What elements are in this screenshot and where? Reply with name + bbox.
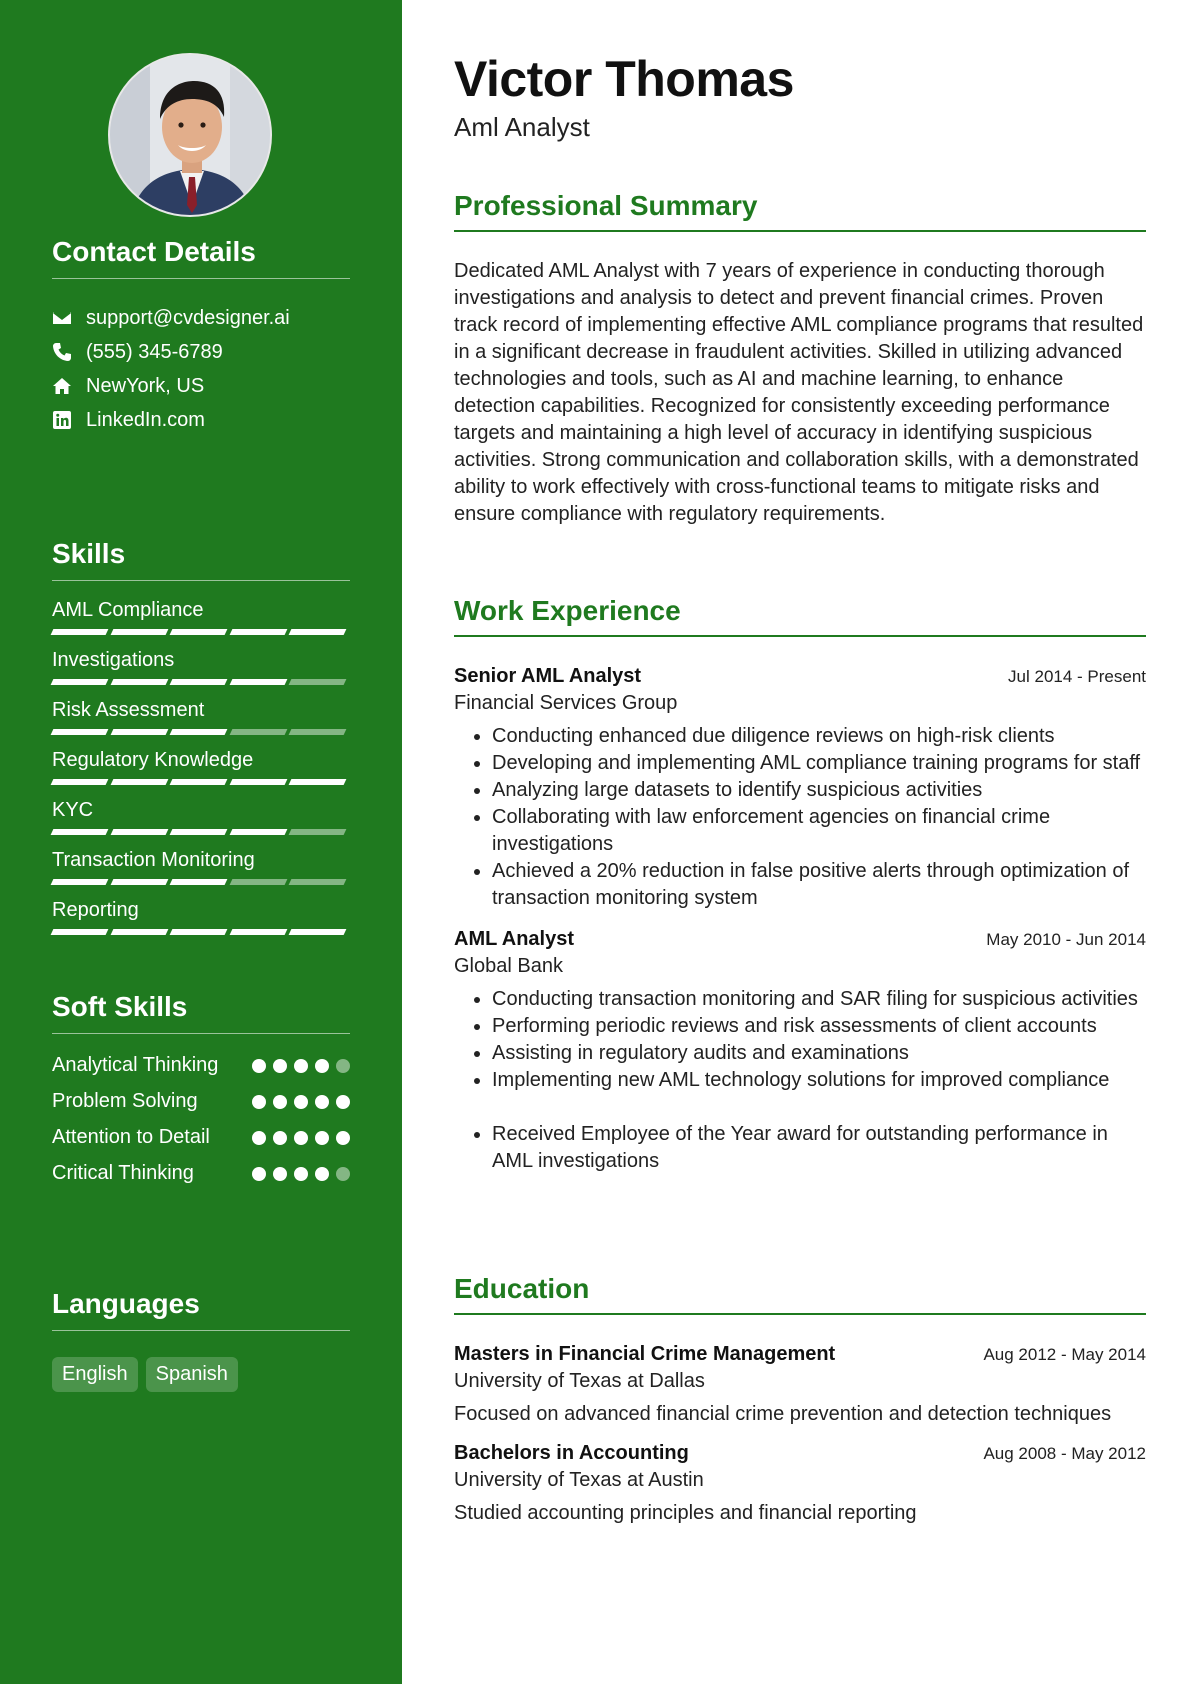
job-bullets — [454, 986, 1146, 1094]
skill-item — [52, 699, 350, 735]
job-entry — [454, 928, 1146, 1175]
summary-heading: Professional Summary — [454, 190, 1146, 232]
contact-list — [52, 301, 350, 437]
skill-level-segment — [170, 629, 227, 635]
rating-dot — [273, 1167, 287, 1181]
school-name: University of Texas at Dallas — [454, 1370, 705, 1392]
skill-level-segment — [51, 629, 108, 635]
skill-level-segment — [110, 829, 167, 835]
skill-level-bar — [52, 829, 350, 835]
soft-skill-name: Attention to Detail — [52, 1126, 210, 1148]
skill-name: Investigations — [52, 649, 175, 671]
skill-level-segment — [51, 879, 108, 885]
list-item: • Implementing new AML technology solutions for improved compliance — [492, 1067, 1146, 1094]
soft-skill-name: Problem Solving — [52, 1090, 198, 1112]
list-item: • Conducting enhanced due diligence reviews on high-risk clients — [492, 723, 1146, 750]
skill-level-segment — [51, 729, 108, 735]
skill-level-segment — [289, 879, 346, 885]
skill-level-segment — [51, 779, 108, 785]
languages-list — [52, 1357, 350, 1392]
phone-icon — [52, 342, 72, 362]
list-item: • Analyzing large datasets to identify suspicious activities — [492, 777, 1146, 804]
rating-dot — [336, 1095, 350, 1109]
soft-skill-item — [52, 1124, 350, 1151]
avatar — [110, 55, 272, 217]
rating-dot — [315, 1131, 329, 1145]
skill-item — [52, 849, 350, 885]
skill-level-bar — [52, 629, 350, 635]
skill-level-segment — [229, 929, 286, 935]
list-item: • Achieved a 20% reduction in false positive alerts through optimization of transaction monitoring system — [492, 858, 1146, 912]
contact-heading: Contact Details — [52, 236, 350, 279]
list-item: • Assisting in regulatory audits and examinations — [492, 1040, 1146, 1067]
job-achievements — [454, 1121, 1146, 1175]
contact-phone[interactable] — [52, 335, 350, 369]
list-item: • Conducting transaction monitoring and SAR filing for suspicious activities — [492, 986, 1146, 1013]
rating-dot — [336, 1167, 350, 1181]
skill-level-bar — [52, 729, 350, 735]
soft-skill-name: Critical Thinking — [52, 1162, 194, 1184]
list-item: • Performing periodic reviews and risk assessments of client accounts — [492, 1013, 1146, 1040]
sidebar — [0, 0, 402, 1684]
skill-item — [52, 899, 350, 935]
skill-name: KYC — [52, 799, 94, 821]
skill-level-segment — [110, 879, 167, 885]
skill-level-segment — [170, 679, 227, 685]
education-dates: Aug 2012 - May 2014 — [983, 1345, 1146, 1364]
skill-level-bar — [52, 779, 350, 785]
skill-level-segment — [229, 879, 286, 885]
envelope-icon — [52, 308, 72, 328]
soft-skill-name: Analytical Thinking — [52, 1054, 219, 1076]
skill-name: Regulatory Knowledge — [52, 749, 254, 771]
school-name: University of Texas at Austin — [454, 1469, 704, 1491]
skill-level-segment — [110, 679, 167, 685]
job-bullets — [454, 723, 1146, 912]
skill-level-segment — [170, 729, 227, 735]
soft-skills-section — [52, 991, 350, 1187]
rating-dot — [336, 1059, 350, 1073]
education-section — [454, 1273, 1146, 1525]
contact-email[interactable] — [52, 301, 350, 335]
experience-heading: Work Experience — [454, 595, 1146, 637]
list-item: • Received Employee of the Year award for outstanding performance in AML investigations — [492, 1121, 1146, 1175]
skill-level-segment — [289, 829, 346, 835]
skill-name: Risk Assessment — [52, 699, 205, 721]
skill-level-segment — [289, 679, 346, 685]
skill-level-segment — [289, 629, 346, 635]
skill-level-bar — [52, 679, 350, 685]
job-company: Global Bank — [454, 955, 563, 977]
education-heading: Education — [454, 1273, 1146, 1315]
skill-level-segment — [289, 929, 346, 935]
languages-heading: Languages — [52, 1288, 350, 1331]
rating-dot — [294, 1095, 308, 1109]
soft-skill-rating — [245, 1131, 350, 1145]
skill-level-bar — [52, 879, 350, 885]
profile-photo — [108, 53, 272, 217]
skill-level-segment — [170, 829, 227, 835]
skill-level-bar — [52, 929, 350, 935]
linkedin-icon — [52, 410, 72, 430]
skill-level-segment — [170, 929, 227, 935]
contact-email-text: support@cvdesigner.ai — [86, 306, 290, 329]
summary-text: Dedicated AML Analyst with 7 years of experience in conducting thorough investigations and analysis to detect and prevent financial crimes. Proven track record of implementing effective AML compliance programs that resulted in a significant decrease in fraudulent activities. Skilled in utilizing advanced technologies and tools, such as AI and machine learning, to enhance detection capabilities. Recognized for consistently exceeding performance targets and maintaining a high level of accuracy in identifying suspicious activities. Strong communication and collaboration skills, with a demonstrated ability to work effectively with cross-functional teams to mitigate risks and ensure compliance with regulatory requirements. — [454, 260, 1144, 525]
list-item: • Developing and implementing AML compliance training programs for staff — [492, 750, 1146, 777]
rating-dot — [252, 1059, 266, 1073]
skill-level-segment — [110, 779, 167, 785]
skill-item — [52, 599, 350, 635]
skill-level-segment — [229, 779, 286, 785]
contact-location — [52, 369, 350, 403]
skills-section — [52, 538, 350, 935]
education-description: Studied accounting principles and financial reporting — [454, 1502, 917, 1524]
skill-item — [52, 649, 350, 685]
language-tag: English — [52, 1357, 138, 1392]
soft-skills-list — [52, 1052, 350, 1187]
skill-level-segment — [229, 629, 286, 635]
rating-dot — [273, 1059, 287, 1073]
candidate-name: Victor Thomas — [454, 51, 794, 107]
job-company: Financial Services Group — [454, 692, 678, 714]
soft-skill-rating — [245, 1095, 350, 1109]
rating-dot — [315, 1095, 329, 1109]
degree-title: Masters in Financial Crime Management — [454, 1343, 836, 1365]
contact-section — [52, 236, 350, 437]
rating-dot — [336, 1131, 350, 1145]
contact-location-text: NewYork, US — [86, 374, 205, 397]
skill-level-segment — [51, 679, 108, 685]
skill-name: AML Compliance — [52, 599, 204, 621]
skill-level-segment — [229, 729, 286, 735]
skill-level-segment — [110, 929, 167, 935]
candidate-title: Aml Analyst — [454, 112, 590, 142]
home-icon — [52, 376, 72, 396]
education-entry — [454, 1343, 1146, 1426]
soft-skill-item — [52, 1160, 350, 1187]
skill-level-segment — [110, 729, 167, 735]
experience-section — [454, 595, 1146, 1175]
job-entry — [454, 665, 1146, 912]
skill-level-segment — [229, 679, 286, 685]
job-dates: May 2010 - Jun 2014 — [986, 930, 1146, 949]
summary-section — [454, 190, 1146, 528]
skill-level-segment — [51, 929, 108, 935]
skill-level-segment — [289, 729, 346, 735]
skills-list — [52, 599, 350, 935]
soft-skill-item — [52, 1052, 350, 1079]
skill-level-segment — [229, 829, 286, 835]
skills-heading: Skills — [52, 538, 350, 581]
skill-item — [52, 749, 350, 785]
soft-skill-rating — [245, 1059, 350, 1073]
rating-dot — [252, 1131, 266, 1145]
skill-item — [52, 799, 350, 835]
languages-section — [52, 1288, 350, 1392]
soft-skills-heading: Soft Skills — [52, 991, 350, 1034]
soft-skill-rating — [245, 1167, 350, 1181]
rating-dot — [273, 1095, 287, 1109]
job-title: Senior AML Analyst — [454, 665, 642, 687]
contact-linkedin-text: LinkedIn.com — [86, 408, 205, 431]
rating-dot — [294, 1167, 308, 1181]
education-description: Focused on advanced financial crime prevention and detection techniques — [454, 1403, 1112, 1425]
skill-level-segment — [51, 829, 108, 835]
skill-name: Reporting — [52, 899, 139, 921]
skill-level-segment — [170, 879, 227, 885]
rating-dot — [294, 1059, 308, 1073]
language-tag: Spanish — [146, 1357, 238, 1392]
contact-phone-text: (555) 345-6789 — [86, 340, 223, 363]
education-entry — [454, 1442, 1146, 1525]
contact-linkedin[interactable] — [52, 403, 350, 437]
degree-title: Bachelors in Accounting — [454, 1442, 689, 1464]
list-item: • Collaborating with law enforcement agencies on financial crime investigations — [492, 804, 1146, 858]
skill-level-segment — [170, 779, 227, 785]
skill-level-segment — [110, 629, 167, 635]
job-dates: Jul 2014 - Present — [1008, 667, 1146, 686]
job-title: AML Analyst — [454, 928, 575, 950]
rating-dot — [252, 1167, 266, 1181]
rating-dot — [252, 1095, 266, 1109]
rating-dot — [294, 1131, 308, 1145]
soft-skill-item — [52, 1088, 350, 1115]
skill-name: Transaction Monitoring — [52, 849, 255, 871]
skill-level-segment — [289, 779, 346, 785]
rating-dot — [315, 1059, 329, 1073]
rating-dot — [315, 1167, 329, 1181]
education-dates: Aug 2008 - May 2012 — [983, 1444, 1146, 1463]
rating-dot — [273, 1131, 287, 1145]
